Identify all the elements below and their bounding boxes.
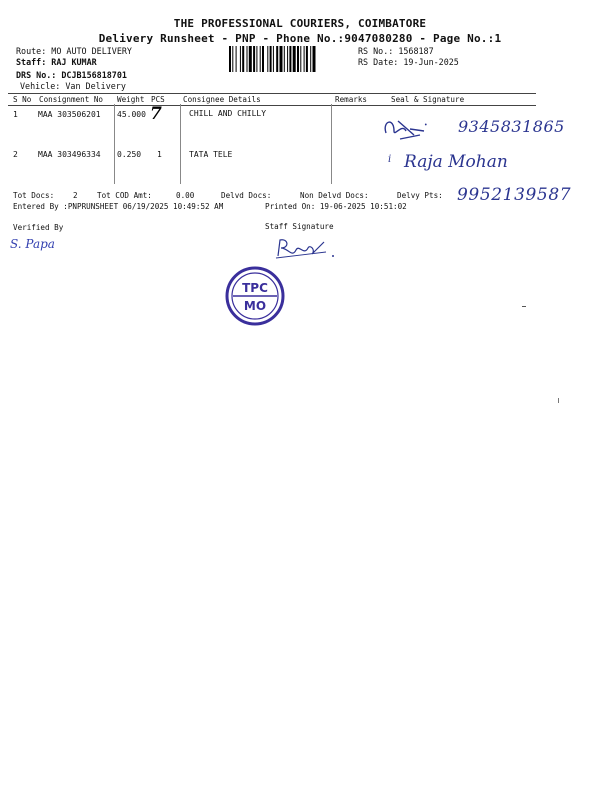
row2-consignment: MAA 303496334 xyxy=(38,150,101,159)
tot-docs-label: Tot Docs: xyxy=(13,191,55,200)
entered-by: Entered By :PNPRUNSHEET 06/19/2025 10:49:52 AM xyxy=(13,202,224,211)
tot-cod-label: Tot COD Amt: xyxy=(97,191,152,200)
tot-docs-value: 2 xyxy=(73,191,78,200)
delvy-pts-label: Delvy Pts: xyxy=(397,191,443,200)
row2-consignee: TATA TELE xyxy=(189,150,233,159)
row1-signature-scribble xyxy=(380,113,428,143)
row1-handwritten-phone: 9345831865 xyxy=(458,117,565,136)
col-divider xyxy=(180,104,181,184)
stamp-line2: MO xyxy=(243,299,267,313)
tpc-stamp xyxy=(224,265,286,327)
col-consignee: Consignee Details xyxy=(183,95,261,104)
table-top-rule xyxy=(8,93,536,94)
route-label: Route: MO AUTO DELIVERY xyxy=(16,46,132,56)
stray-mark xyxy=(558,398,559,403)
col-weight: Weight xyxy=(117,95,145,104)
drs-number: DRS No.: DCJB156818701 xyxy=(16,70,127,80)
col-divider xyxy=(114,104,115,184)
staff-signature-scribble xyxy=(272,234,338,262)
staff-label: Staff: RAJ KUMAR xyxy=(16,57,97,67)
barcode xyxy=(229,46,349,72)
row1-consignee: CHILL AND CHILLY xyxy=(189,109,267,118)
col-divider xyxy=(331,104,332,184)
printed-on: Printed On: 19-06-2025 10:51:02 xyxy=(265,202,407,211)
col-consignment: Consignment No xyxy=(39,95,104,104)
row1-pcs: 7 xyxy=(150,104,162,124)
non-delvd-docs-label: Non Delvd Docs: xyxy=(300,191,369,200)
runsheet-subtitle: Delivery Runsheet - PNP - Phone No.:9047080280 - Page No.:1 xyxy=(98,32,502,45)
row2-sno: 2 xyxy=(13,150,18,159)
col-pcs: PCS xyxy=(151,95,165,104)
table-header-rule xyxy=(8,105,536,106)
row2-pcs: 1 xyxy=(157,150,162,159)
row1-weight: 45.000 xyxy=(117,110,146,119)
stamp-line1: TPC xyxy=(242,281,268,295)
col-sno: S No xyxy=(13,95,32,104)
delvy-pts-handwritten: 9952139587 xyxy=(457,185,572,205)
rs-number: RS No.: 1568187 xyxy=(358,46,434,56)
row2-weight: 0.250 xyxy=(117,150,142,159)
row1-consignment: MAA 303506201 xyxy=(38,110,101,119)
rs-date: RS Date: 19-Jun-2025 xyxy=(358,57,459,67)
col-remarks: Remarks xyxy=(335,95,368,104)
vehicle-label: Vehicle: Van Delivery xyxy=(20,81,126,91)
row1-dot: • xyxy=(424,122,428,129)
staff-signature-label: Staff Signature xyxy=(265,222,334,231)
row1-sno: 1 xyxy=(13,110,18,119)
stray-mark xyxy=(522,306,526,307)
verified-by-label: Verified By xyxy=(13,223,64,232)
verified-signature: S. Papa xyxy=(10,237,55,251)
col-seal-signature: Seal & Signature xyxy=(391,95,465,104)
company-title: THE PROFESSIONAL COURIERS, COIMBATORE xyxy=(173,17,427,30)
row2-mark: i xyxy=(388,154,392,165)
tot-cod-value: 0.00 xyxy=(176,191,195,200)
row2-handwritten-name: Raja Mohan xyxy=(404,152,508,172)
delvd-docs-label: Delvd Docs: xyxy=(221,191,272,200)
